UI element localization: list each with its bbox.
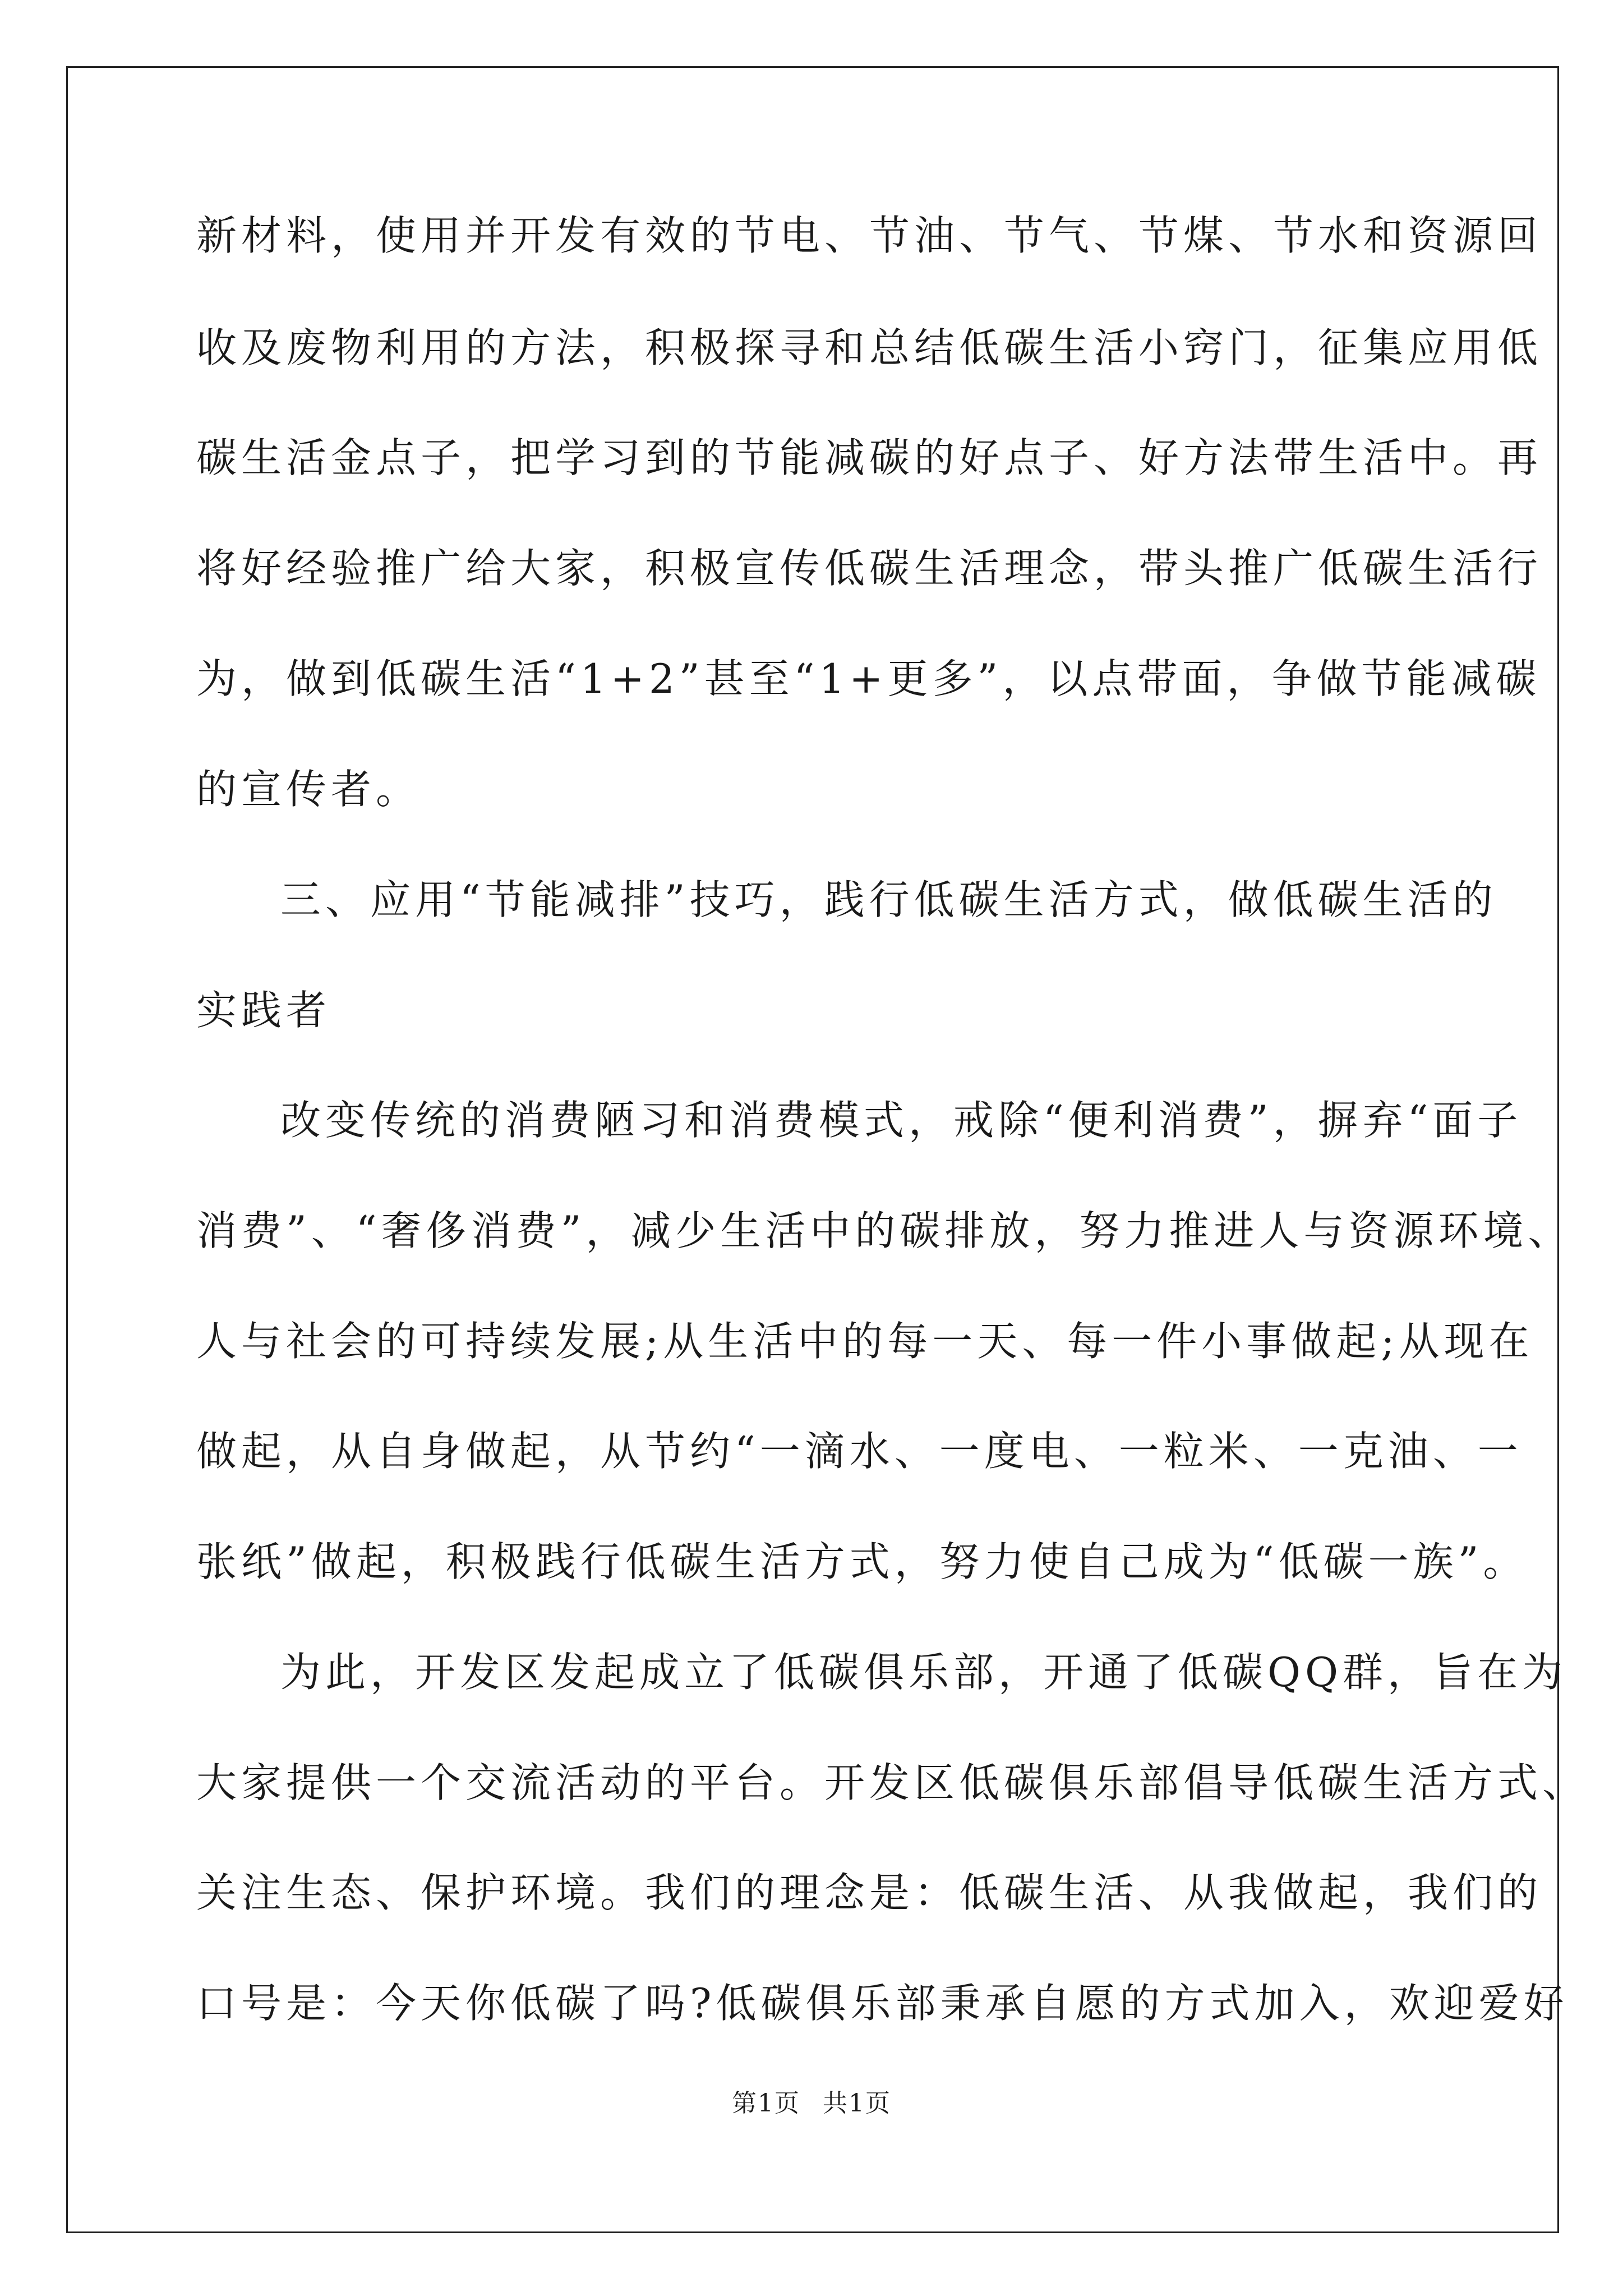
text-line: 关注生态、保护环境。我们的理念是：低碳生活、从我做起，我们的 bbox=[196, 1869, 1543, 1916]
text-line: 碳生活金点子，把学习到的节能减碳的好点子、好方法带生活中。再 bbox=[196, 434, 1543, 481]
text-line: 人与社会的可持续发展;从生活中的每一天、每一件小事做起;从现在 bbox=[196, 1318, 1534, 1365]
text-line: 将好经验推广给大家，积极宣传低碳生活理念，带头推广低碳生活行 bbox=[196, 545, 1543, 592]
text-line: 消费”、“奢侈消费”，减少生活中的碳排放，努力推进人与资源环境、 bbox=[196, 1207, 1573, 1254]
text-line: 为，做到低碳生活“1+2”甚至“1+更多”，以点带面，争做节能减碳 bbox=[196, 655, 1541, 702]
paragraph-start: 为此，开发区发起成立了低碳俱乐部，开通了低碳QQ群，旨在为 bbox=[280, 1649, 1567, 1696]
text-line: 收及废物利用的方法，积极探寻和总结低碳生活小窍门，征集应用低 bbox=[196, 324, 1543, 371]
text-line: 的宣传者。 bbox=[196, 766, 421, 813]
page-footer bbox=[0, 2087, 1623, 2120]
text-line: 张纸”做起，积极践行低碳生活方式，努力使自己成为“低碳一族”。 bbox=[196, 1538, 1528, 1585]
page-total: 共1页 bbox=[823, 2089, 891, 2118]
text-line: 新材料，使用并开发有效的节电、节油、节气、节煤、节水和资源回 bbox=[196, 212, 1543, 259]
text-line: 做起，从自身做起，从节约“一滴水、一度电、一粒米、一克油、一 bbox=[196, 1428, 1523, 1475]
section-heading: 三、应用“节能减排”技巧，践行低碳生活方式，做低碳生活的 bbox=[280, 876, 1497, 923]
text-line: 大家提供一个交流活动的平台。开发区低碳俱乐部倡导低碳生活方式、 bbox=[196, 1759, 1588, 1806]
page-number: 第1页 bbox=[732, 2089, 800, 2118]
text-line: 口号是：今天你低碳了吗?低碳俱乐部秉承自愿的方式加入，欢迎爱好 bbox=[196, 1980, 1569, 2027]
section-heading-continued: 实践者 bbox=[196, 987, 331, 1034]
paragraph-start: 改变传统的消费陋习和消费模式，戒除“便利消费”，摒弃“面子 bbox=[280, 1097, 1523, 1144]
